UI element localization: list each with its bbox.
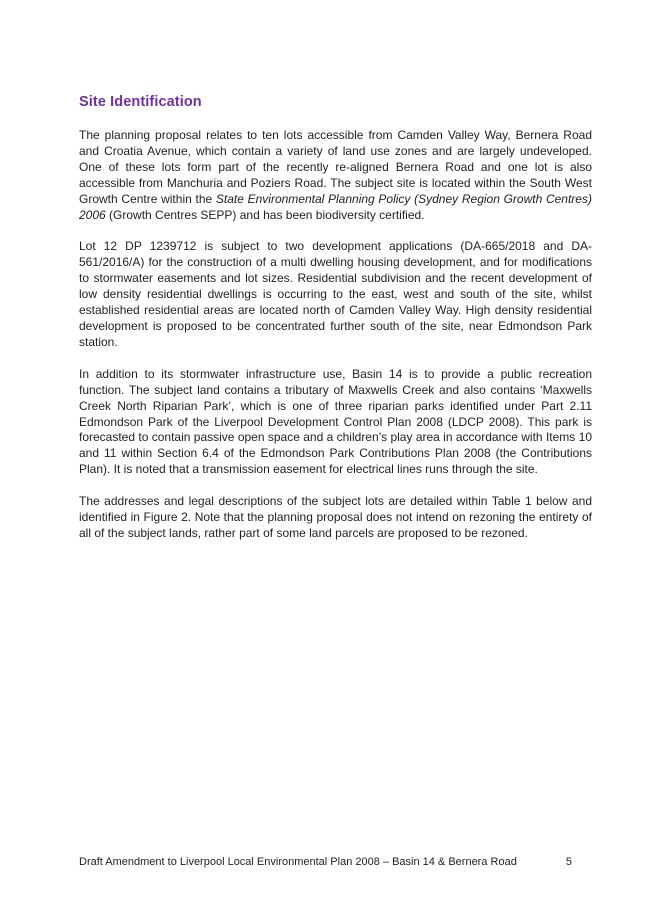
footer-title: Draft Amendment to Liverpool Local Environmental Plan 2008 – Basin 14 & Bernera Road [79,856,517,868]
paragraph-site-description [79,128,592,223]
body-text [79,128,592,558]
paragraph-basin-use: In addition to its stormwater infrastructure use, Basin 14 is to provide a public recreation function. The subject land contains a tributary of Maxwells Creek and also contains ‘Maxwells Creek North Riparian Park’, which is one of three riparian parks identified under Part 2.11 Edmondson Park of the Liverpool Development Control Plan 2008 (LDCP 2008). This park is forecasted to contain passive open space and a children’s play area in accordance with Items 10 and 11 within Section 6.4 of the Edmondson Park Contributions Plan 2008 (the Contributions Plan). It is noted that a transmission easement for electrical lines runs through the site. [79,366,592,477]
section-heading: Site Identification [79,94,202,110]
paragraph-text: The planning proposal relates to ten lots accessible from Camden Valley Way, Bernera Road and Croatia Avenue, which contain a variety of land use zones and are largely undeveloped. One of these lots form part of the recently re-aligned Bernera Road and one lot is also accessible from Manchuria and Poziers Road. The subject site is located within the South West Growth Centre within the [79,128,592,206]
paragraph-development-applications: Lot 12 DP 1239712 is subject to two development applications (DA-665/2018 and DA-561/2016/A) for the construction of a multi dwelling housing development, and for modifications to stormwater easements and lot sizes. Residential subdivision and the recent development of low density residential dwellings is occurring to the east, west and south of the site, whilst established residential areas are located north of Camden Valley Way. High density residential development is proposed to be concentrated further south of the site, near Edmondson Park station. [79,239,592,349]
paragraph-text: (Growth Centres SEPP) and has been biodiversity certified. [105,207,425,222]
page-number: 5 [565,856,572,868]
paragraph-lot-descriptions: The addresses and legal descriptions of the subject lots are detailed within Table 1 below and identified in Figure 2. Note that the planning proposal does not intend on rezoning the entirety of all of the subject lands, rather part of some land parcels are proposed to be rezoned. [79,494,592,540]
policy-title: State Environmental Planning Policy (Sydney Region Growth Centres) 2006 [79,191,592,222]
